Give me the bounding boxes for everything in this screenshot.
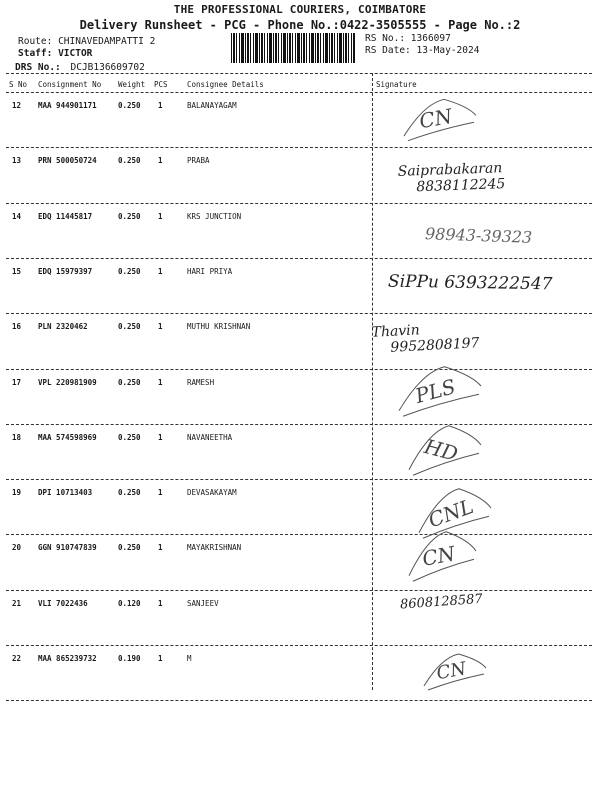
cell-sno: 16: [12, 322, 22, 332]
drs-line: [15, 62, 145, 73]
barcode: [231, 33, 355, 63]
cell-consignment: EDQ 15979397: [38, 266, 93, 276]
rs-date-line: [365, 45, 479, 56]
signature-text: [390, 591, 484, 612]
cell-sno: 20: [12, 543, 22, 553]
signature-text: CN: [417, 103, 454, 134]
cell-consignee: M: [187, 654, 192, 663]
signature-text: [371, 319, 480, 357]
cell-sno: 19: [12, 488, 22, 498]
signature-text: CN: [420, 541, 457, 572]
signature-name: Thavin: [371, 322, 421, 341]
cell-consignment: PRN 500050724: [38, 156, 97, 166]
signature-mark: [405, 529, 480, 584]
cell-sno: 17: [12, 377, 22, 387]
col-signature: Signature: [376, 80, 417, 89]
staff-value: VICTOR: [58, 48, 93, 59]
cell-weight: 0.250: [118, 322, 141, 332]
row-rule: [6, 313, 592, 314]
signature-text: CN: [435, 658, 468, 685]
col-consignment: Consignment No: [38, 80, 102, 89]
cell-consignee: PRABA: [187, 156, 210, 166]
cell-pcs: 1: [158, 211, 163, 221]
cell-sno: 14: [12, 211, 22, 221]
cell-pcs: 1: [158, 598, 163, 608]
cell-consignee: SANJEEV: [187, 598, 219, 608]
header-bottom-rule: [6, 92, 592, 93]
row-rule: [6, 147, 592, 148]
drs-value: DCJB136609702: [70, 62, 145, 73]
cell-sno: 18: [12, 432, 22, 442]
row-rule: [6, 424, 592, 425]
cell-pcs: 1: [158, 543, 163, 553]
cell-consignment: MAA 574598969: [38, 432, 97, 442]
cell-pcs: 1: [158, 156, 163, 166]
drs-label: DRS No.:: [15, 62, 61, 73]
cell-consignment: PLN 2320462: [38, 322, 88, 332]
cell-weight: 0.250: [118, 211, 141, 221]
cell-pcs: 1: [158, 377, 163, 387]
row-rule: [6, 700, 592, 701]
company-title: THE PROFESSIONAL COURIERS, COIMBATORE: [173, 3, 427, 16]
cell-consignment: VPL 220981909: [38, 377, 97, 387]
col-pcs: PCS: [154, 80, 168, 89]
row-rule: [6, 645, 592, 646]
row-rule: [6, 203, 592, 204]
signature-mark: [405, 423, 485, 478]
row-rule: [6, 258, 592, 259]
cell-weight: 0.250: [118, 101, 141, 110]
signature-name: Saiprabakaran: [397, 160, 503, 181]
cell-consignee: KRS JUNCTION: [187, 211, 242, 221]
cell-consignment: MAA 865239732: [38, 654, 97, 663]
cell-consignee: NAVANEETHA: [187, 432, 233, 442]
row-rule: [6, 369, 592, 370]
signature-phone: 8838112245: [416, 176, 506, 196]
signature-text: PLS: [412, 373, 459, 408]
signature-text: SiPPu 6393222547: [387, 271, 553, 295]
cell-consignment: DPI 10713403: [38, 488, 93, 498]
row-rule: [6, 590, 592, 591]
cell-weight: 0.120: [118, 598, 141, 608]
cell-consignee: RAMESH: [187, 377, 215, 387]
cell-consignment: GGN 910747839: [38, 543, 97, 553]
signature-phone: 8608128587: [399, 591, 484, 613]
cell-weight: 0.250: [118, 543, 141, 553]
cell-weight: 0.250: [118, 156, 141, 166]
cell-consignee: MUTHU KRISHNAN: [187, 322, 251, 332]
rs-date-label: RS Date:: [365, 45, 411, 56]
cell-sno: 21: [12, 598, 22, 608]
signature-text: [397, 160, 505, 196]
table-top-rule: [6, 73, 592, 74]
signature-mark: [400, 97, 480, 143]
cell-sno: 12: [12, 101, 22, 110]
route-line: [18, 36, 155, 47]
row-rule: [6, 534, 592, 535]
route-value: CHINAVEDAMPATTI 2: [58, 36, 156, 47]
cell-weight: 0.250: [118, 432, 141, 442]
cell-pcs: 1: [158, 488, 163, 498]
cell-weight: 0.250: [118, 377, 141, 387]
cell-pcs: 1: [158, 654, 163, 663]
rs-date-value: 13-May-2024: [416, 45, 480, 56]
signature-phone: 9952808197: [390, 335, 480, 357]
cell-consignment: VLI 7022436: [38, 598, 88, 608]
cell-weight: 0.250: [118, 488, 141, 498]
cell-consignment: EDQ 11445817: [38, 211, 93, 221]
cell-pcs: 1: [158, 101, 163, 110]
cell-pcs: 1: [158, 266, 163, 276]
cell-sno: 22: [12, 654, 22, 663]
signature-text: CNL: [425, 494, 477, 533]
rs-no-label: RS No.:: [365, 33, 406, 44]
signature-text: 98943-39323: [424, 223, 533, 247]
signature-text: HD: [421, 433, 461, 466]
signature-mark: [420, 652, 490, 692]
col-sno: S No: [9, 80, 28, 89]
cell-consignee: MAYAKRISHNAN: [187, 543, 242, 553]
staff-line: [18, 48, 92, 59]
cell-consignee: DEVASAKAYAM: [187, 488, 237, 498]
cell-sno: 15: [12, 266, 22, 276]
cell-consignee: BALANAYAGAM: [187, 101, 237, 110]
row-rule: [6, 479, 592, 480]
cell-weight: 0.190: [118, 654, 141, 663]
cell-pcs: 1: [158, 322, 163, 332]
signature-divider: [372, 73, 373, 690]
staff-label: Staff:: [18, 48, 53, 59]
rs-no-value: 1366097: [410, 33, 451, 44]
cell-consignee: HARI PRIYA: [187, 266, 233, 276]
route-label: Route:: [18, 36, 53, 47]
col-consignee: Consignee Details: [187, 80, 264, 89]
col-weight: Weight: [118, 80, 146, 89]
rs-no-line: [365, 33, 451, 44]
signature-mark: [395, 364, 485, 419]
cell-weight: 0.250: [118, 266, 141, 276]
cell-pcs: 1: [158, 432, 163, 442]
cell-consignment: MAA 944901171: [38, 101, 97, 110]
runsheet-title: Delivery Runsheet - PCG - Phone No.:0422-3505555 - Page No.:2: [79, 18, 521, 32]
cell-sno: 13: [12, 156, 22, 166]
